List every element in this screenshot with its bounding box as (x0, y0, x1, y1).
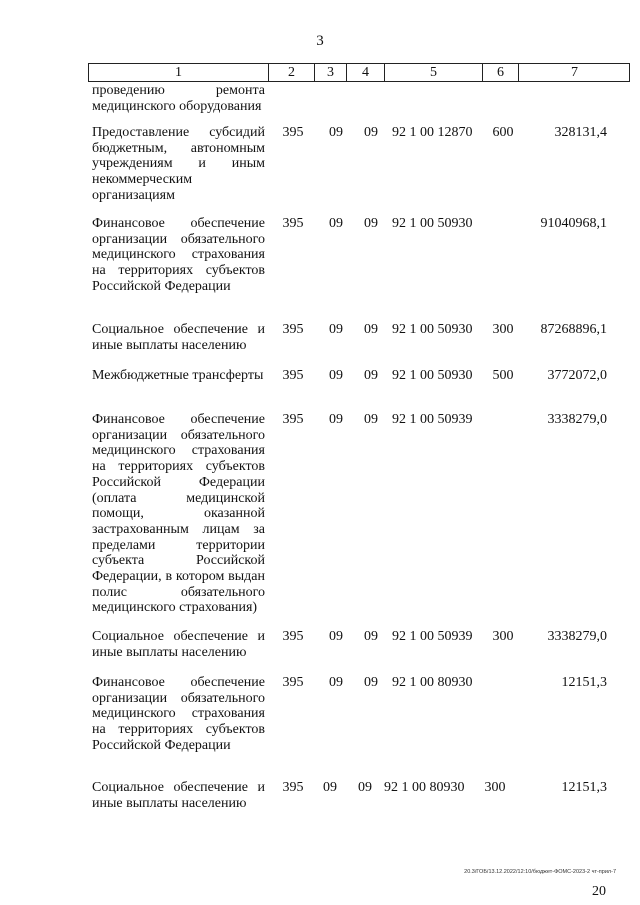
row-description: Финансовое обеспечение организации обязательного медицинского страхования на территориях субъектов Российской Федерации (92, 216, 265, 294)
col-5: 92 1 00 50930 (392, 216, 473, 231)
row-description: Предоставление субсидий бюджетным, автономным учреждениям и иным некоммерческим организациям (92, 125, 265, 203)
col-3: 09 (329, 125, 343, 140)
col-6: 600 (492, 125, 514, 140)
continued-text: проведению ремонта медицинского оборудования (92, 83, 265, 114)
col-6: 300 (492, 322, 514, 337)
col-3: 09 (329, 216, 343, 231)
col-5: 92 1 00 80930 (392, 675, 473, 690)
col-3: 09 (329, 629, 343, 644)
col-2: 395 (282, 322, 304, 337)
row-description: Финансовое обеспечение организации обязательного медицинского страхования на территориях субъектов Российской Федерации (оплата медицинской помощи, оказанной застрахованным лицам за пределами территории субъекта Российской Федерации, в котором выдан полис обязательного медицинского страхования) (92, 412, 265, 616)
col-4: 09 (364, 629, 378, 644)
col-7: 87268896,1 (540, 322, 607, 337)
row-description: Межбюджетные трансферты (92, 368, 264, 383)
col-4: 09 (364, 125, 378, 140)
col-7: 3338279,0 (547, 412, 607, 427)
row-description: Социальное обеспечение и иные выплаты населению (92, 780, 265, 811)
row-description: Социальное обеспечение и иные выплаты населению (92, 629, 265, 660)
col-4: 09 (364, 368, 378, 383)
col-6: 300 (484, 780, 506, 795)
col-4: 09 (364, 675, 378, 690)
col-3: 09 (329, 412, 343, 427)
header-col-5: 5 (385, 64, 483, 81)
col-5: 92 1 00 50939 (392, 412, 473, 427)
col-2: 395 (282, 216, 304, 231)
col-5: 92 1 00 50939 (392, 629, 473, 644)
col-5: 92 1 00 50930 (392, 322, 473, 337)
col-7: 12151,3 (561, 780, 607, 795)
col-3: 09 (323, 780, 337, 795)
header-col-7: 7 (571, 65, 578, 80)
header-col-2: 2 (269, 64, 315, 81)
header-col-6: 6 (483, 64, 519, 81)
col-5: 92 1 00 80930 (384, 780, 465, 795)
col-2: 395 (282, 675, 304, 690)
col-5: 92 1 00 12870 (392, 125, 473, 140)
col-7: 3772072,0 (547, 368, 607, 383)
col-3: 09 (329, 368, 343, 383)
row-description: Социальное обеспечение и иные выплаты населению (92, 322, 265, 353)
col-7: 328131,4 (554, 125, 607, 140)
header-col-4: 4 (347, 64, 385, 81)
col-2: 395 (282, 412, 304, 427)
page-number: 3 (316, 33, 324, 49)
col-7: 91040968,1 (540, 216, 607, 231)
table-header (88, 63, 630, 82)
header-col-3: 3 (315, 64, 347, 81)
header-col-1: 1 (89, 64, 269, 81)
col-3: 09 (329, 322, 343, 337)
col-2: 395 (282, 368, 304, 383)
col-6: 500 (492, 368, 514, 383)
col-4: 09 (358, 780, 372, 795)
col-5: 92 1 00 50930 (392, 368, 473, 383)
col-2: 395 (282, 629, 304, 644)
col-7: 3338279,0 (547, 629, 607, 644)
col-4: 09 (364, 216, 378, 231)
col-6: 300 (492, 629, 514, 644)
col-2: 395 (282, 125, 304, 140)
col-3: 09 (329, 675, 343, 690)
sheet-number: 20 (592, 884, 606, 899)
document-code: 20.3/ГОБ/13.12.2022/12:10/бюджет-ФОМС-2023-2 чт-прил-7 (464, 869, 616, 875)
col-7: 12151,3 (561, 675, 607, 690)
col-2: 395 (282, 780, 304, 795)
row-description: Финансовое обеспечение организации обязательного медицинского страхования на территориях субъектов Российской Федерации (92, 675, 265, 753)
col-4: 09 (364, 412, 378, 427)
col-4: 09 (364, 322, 378, 337)
